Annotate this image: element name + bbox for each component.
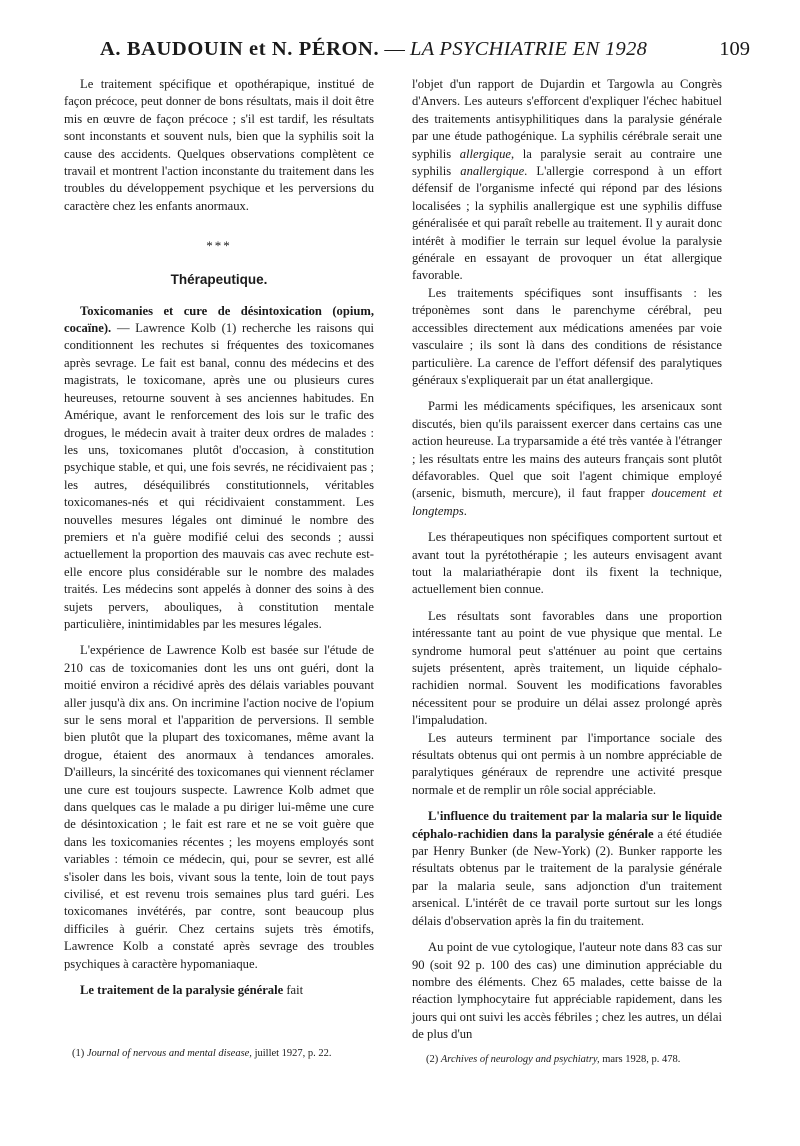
paragraph: Au point de vue cytologique, l'auteur note dans 83 cas sur 90 (soit 92 p. 100 des cas) une diminution appréciable du nombre des éléments. Chez 65 malades, cette baisse de la réaction lymphocytaire fut appréciable rapidement, dans les jours qui ont suivi les accès fébriles ; chez les autres, un délai de plus d'un: [412, 940, 722, 1042]
section-separator-stars: ***: [206, 238, 232, 254]
footnote-citation: Journal of nervous and mental disease,: [86, 1048, 252, 1059]
paragraph-text: — Lawrence Kolb (1) recherche les raisons qui conditionnent les rechutes si fréquentes des toxicomanes après sevrage. Le fait est banal, connu des médecins et des magistrats, le toxicomane, après une ou plusieurs cures heureuses, retourne souvent à ses anciennes habitudes. En Amérique, avant le renforcement des lois sur le trafic des drogues, le médecin avait à traiter deux ordres de malades : les uns, toxicomanes plutôt d'occasion, à constitution psychique stable, et qui, une fois sevrés, ne récidivaient pas ; les autres, déséquilibrés constitutionnels, véritables toxicomanes-nés et qui récidivaient constamment. Les nouvelles mesures légales ont diminué le nombre des premiers et n'a guère modifié celui des seconds ; aussi actuellement la proportion des mauvais cas avec rechute est-elle encore plus considérable sur le nombre des malades traités. Les médecins sont appelés à donner des soins à des sujets pervers, abouliques, à constitution mentale particulière, inintimidables par les mesures légales.: [64, 321, 374, 631]
emphasis: allergique: [459, 146, 512, 161]
footnote-number: (1): [72, 1048, 85, 1059]
paragraph: Les thérapeutiques non spécifiques comportent surtout et avant tout la pyrétothérapie ; les auteurs envisagent avant tout la malariathérapie dont ils fixent la technique, actuellement bien connue.: [412, 530, 722, 597]
footnote-1: [72, 1047, 332, 1060]
paragraph: [64, 303, 374, 634]
paragraph: [412, 808, 722, 930]
emphasis: anallergique: [460, 164, 525, 179]
footnote-details: juillet 1927, p. 22.: [251, 1048, 332, 1059]
footnote-2: [426, 1053, 680, 1066]
paragraph: [412, 76, 722, 285]
running-header: [100, 38, 750, 72]
paragraph-text: . L'allergie correspond à un effort défensif de l'organisme infecté qui répond par des lésions localisées ; la syphilis anallergique est une syphilis diffuse généralisée et qui paraît rebelle au traitement. Il y aurait donc intérêt à modifier le terrain sur lequel évolue la paralysie générale en essayant de provoquer un état allergique favorable.: [412, 164, 722, 283]
footnote-citation: Archives of neurology and psychiatry,: [440, 1054, 600, 1065]
paragraph-text: fait: [283, 983, 304, 998]
right-column: [412, 76, 722, 1044]
paragraph: Le traitement spécifique et opothérapique, institué de façon précoce, peut donner de bons résultats, mais il doit être mis en œuvre de façon précoce ; s'il est tardif, les résultats sont inconstants et souvent nuls, bien que la syphilis soit la cause des accidents. Quelques observations complètent ce travail et montrent l'action inconstante du traitement dans les troubles du développement psychique et les perversions du caractère chez les enfants anormaux.: [64, 77, 374, 213]
paragraph: Les traitements spécifiques sont insuffisants : les tréponèmes sont dans le parenchyme cérébral, peu accessibles directement aux médications amenées par voie vasculaire ; ils sont là dans des conditions de résistance particulière. La carence de l'effort défensif des paralytiques généraux s'expliquerait par un état anallergique.: [412, 285, 722, 387]
paragraph-heading: L'influence du traitement par la malaria sur le liquide céphalo-rachidien dans la paralysie générale: [412, 809, 722, 841]
footnote-number: (2): [426, 1054, 439, 1065]
header-journal-title: LA PSYCHIATRIE EN 1928: [409, 38, 648, 60]
left-column: [64, 76, 374, 1000]
paragraph: Les résultats sont favorables dans une proportion intéressante tant au point de vue physique que mental. Le syndrome humoral peut s'atténuer au point que certains sujets présentent, après traitement, un liquide céphalo-rachidien normal. Souvent les modifications favorables nécessitent pour se produire un délai assez prolongé après l'impaludation.: [412, 608, 722, 728]
paragraph-text: .: [463, 503, 467, 518]
emphasis: doucement et longtemps: [412, 486, 722, 518]
paragraph: [412, 398, 722, 520]
paragraph-text: a été étudiée par Henry Bunker (de New-York) (2). Bunker rapporte les résultats obtenus par le traitement de la paralysie générale par la malaria seule, sans adjonction d'un traitement arsenical. L'intérêt de ce travail porte surtout sur les longs délais d'observation après la fin du traitement.: [412, 826, 723, 928]
paragraph-text: , la paralysie serait au contraire une syphilis: [412, 146, 722, 179]
section-title: Thérapeutique.: [170, 272, 268, 288]
paragraph: L'expérience de Lawrence Kolb est basée sur l'étude de 210 cas de toxicomanies dont les uns ont guéri, dont la moitié environ a récidivé après des délais variables pouvant aller jusqu'à dix ans. On incrimine l'action nocive de l'opium sur le sens moral et l'apparition de perversions. Il semble bien plutôt que la plupart des toxicomanes, même avant la drogue, étaient des anormaux à tendances amorales. D'ailleurs, la sincérité des toxicomanes qui viennent réclamer une cure est toujours suspecte. Lawrence Kolb admet que dans quelques cas le malade a pu diriger lui-même une cure de désintoxication ; le fait est rare et ne se voit guère que dans les toxicomanies récentes ; les moyens employés sont variables : témoin ce médecin, qui, pour se sevrer, est allé s'isoler dans les bois, vivant sous la tente, loin de tout pays civilisé, et est revenu trois semaines plus tard guéri. Les toxicomanes invétérés, par contre, sont beaucoup plus difficiles à guérir. Chez certains sujets très émotifs, Lawrence Kolb a constaté après sevrage des troubles psychiques à caractère hypomaniaque.: [64, 643, 374, 971]
page-number: 109: [719, 38, 750, 60]
paragraph-text: Parmi les médicaments spécifiques, les arsenicaux sont discutés, bien qu'ils paraissent exercer dans certains cas une action heureuse. La tryparsamide a été très vantée à l'étranger ; les résultats entre les mains des auteurs français sont plutôt défavorables. Quel que soit l'agent chimique employé (arsenic, bismuth, mercure), il faut frapper: [412, 399, 722, 501]
paragraph-heading: Le traitement de la paralysie générale: [80, 983, 284, 998]
header-dash: —: [384, 38, 405, 60]
paragraph-text: l'objet d'un rapport de Dujardin et Targowla au Congrès d'Anvers. Les auteurs s'efforcent d'expliquer l'échec habituel des traitements antisyphilitiques dans la paralysie générale par une étude pathogénique. La syphilis cérébrale serait une syphilis: [412, 77, 722, 161]
footnote-details: mars 1928, p. 478.: [599, 1054, 681, 1065]
paragraph: [64, 982, 374, 999]
header-authors: A. BAUDOUIN et N. PÉRON.: [100, 38, 380, 60]
paragraph: Les auteurs terminent par l'importance sociale des résultats obtenus qui ont permis à un nombre appréciable de paralytiques généraux de reprendre une activité presque normale et de remplir un rôle social appréciable.: [412, 730, 722, 797]
paragraph-heading: Toxicomanies et cure de désintoxication (opium, cocaïne).: [64, 303, 374, 336]
